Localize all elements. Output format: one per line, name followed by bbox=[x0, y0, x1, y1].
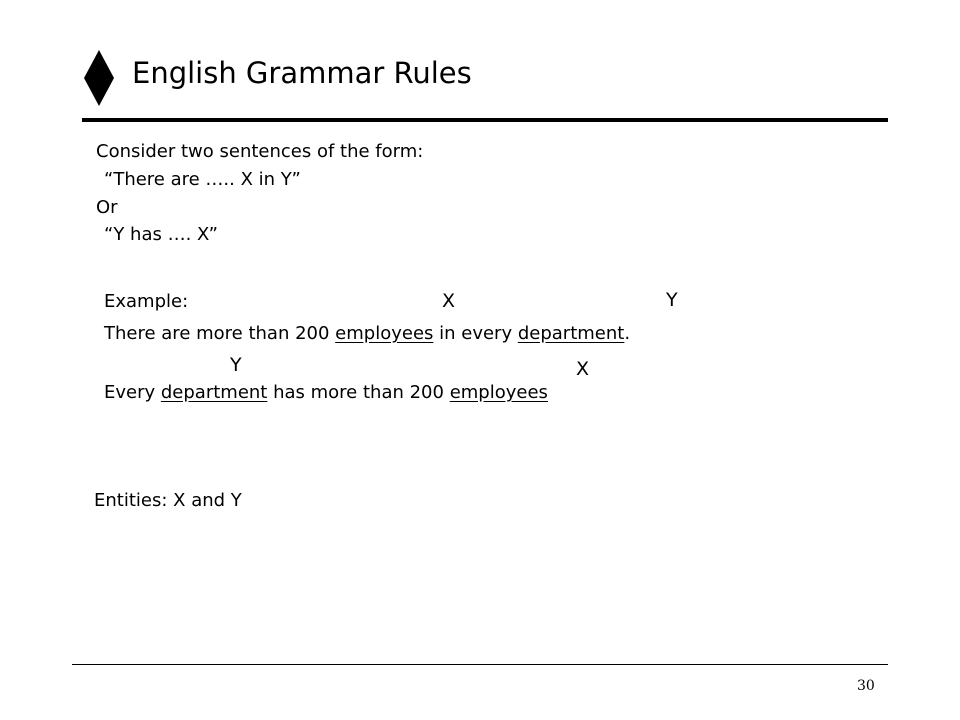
sentence-form-2: “Y has …. X” bbox=[104, 224, 218, 245]
entity-marker-x: X bbox=[442, 290, 456, 312]
sentence-text: has more than 200 bbox=[267, 382, 450, 403]
sentence-text: There are more than 200 bbox=[104, 323, 336, 344]
sentence-text: in every bbox=[433, 323, 518, 344]
footer-divider bbox=[72, 664, 888, 665]
sentence-text: Every bbox=[104, 382, 161, 403]
slide-title: English Grammar Rules bbox=[132, 56, 472, 90]
sentence-text: . bbox=[624, 323, 631, 344]
entities-summary: Entities: X and Y bbox=[94, 490, 242, 511]
entity-department: department bbox=[160, 382, 268, 403]
entity-department: department bbox=[517, 323, 625, 344]
diamond-bullet-icon bbox=[84, 50, 114, 106]
example-sentence-2 bbox=[104, 382, 548, 404]
sentence-form-1: “There are ….. X in Y” bbox=[104, 169, 301, 190]
example-sentence-1 bbox=[104, 323, 630, 345]
intro-text: Consider two sentences of the form: bbox=[96, 141, 424, 162]
entity-employees: employees bbox=[335, 323, 434, 344]
entity-employees: employees bbox=[449, 382, 548, 403]
title-divider bbox=[82, 118, 888, 122]
entity-marker-y: Y bbox=[666, 289, 678, 311]
page-number: 30 bbox=[857, 678, 875, 694]
entity-marker-x: X bbox=[576, 358, 590, 380]
or-text: Or bbox=[96, 197, 118, 218]
example-label: Example: bbox=[104, 291, 189, 312]
entity-marker-y: Y bbox=[230, 354, 242, 376]
